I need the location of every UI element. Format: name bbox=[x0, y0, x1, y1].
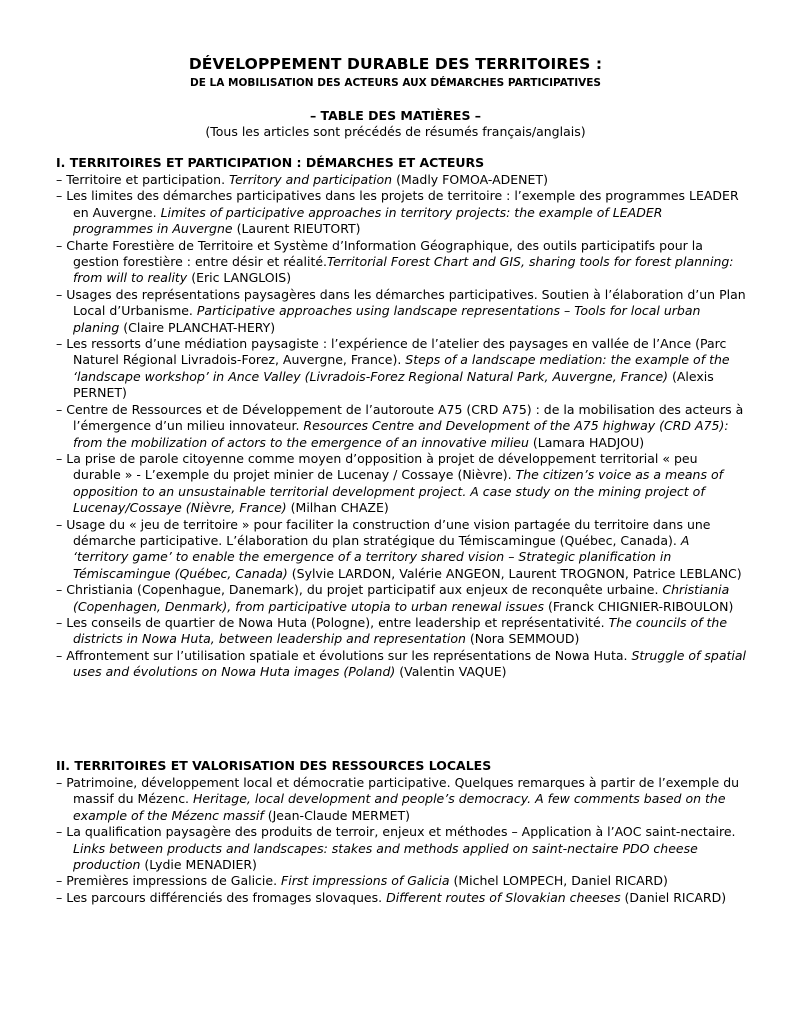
entry-author: (Alexis PERNET) bbox=[73, 368, 714, 401]
toc-entry bbox=[56, 188, 746, 237]
entry-french-title: – Christiania (Copenhague, Danemark), du projet participatif aux enjeux de reconquête urbaine. bbox=[56, 582, 663, 598]
entry-author: (Michel LOMPECH, Daniel RICARD) bbox=[449, 873, 668, 889]
entry-english-title: First impressions of Galicia bbox=[281, 873, 450, 889]
entry-english-title: Links between products and landscapes: stakes and methods applied on saint-nectaire PDO cheese production bbox=[73, 840, 698, 873]
entry-french-title: – Affrontement sur l’utilisation spatiale et évolutions sur les représentations de Nowa Huta. bbox=[56, 647, 632, 663]
entry-author: (Valentin VAQUE) bbox=[395, 664, 507, 680]
entry-author: (Milhan CHAZE) bbox=[286, 500, 389, 516]
entry-english-title: The councils of the districts in Nowa Huta, between leadership and representation bbox=[73, 614, 728, 647]
entry-english-title: Struggle of spatial uses and évolutions on Nowa Huta images (Poland) bbox=[73, 647, 746, 680]
toc-entry bbox=[56, 287, 746, 336]
entry-english-title: Different routes of Slovakian cheeses bbox=[386, 889, 621, 905]
section-1-entries bbox=[56, 172, 746, 681]
entry-author: (Claire PLANCHAT-HERY) bbox=[119, 319, 276, 335]
entry-english-title: Heritage, local development and people’s democracy. A few comments based on the example of the Mézenc massif bbox=[73, 791, 726, 823]
entry-french-title: – La qualification paysagère des produits de terroir, enjeux et méthodes – Application à l’AOC saint-nectaire. bbox=[56, 824, 736, 840]
toc-entry bbox=[56, 238, 746, 287]
entry-french-title: – Premières impressions de Galicie. bbox=[56, 873, 282, 889]
entry-author: (Lamara HADJOU) bbox=[528, 434, 645, 450]
entry-english-title: Resources Centre and Development of the A75 highway (CRD A75): from the mobilization of actors to the emergence of an innovative milieu bbox=[73, 418, 729, 450]
toc-entry bbox=[56, 451, 746, 517]
entry-author: (Lydie MENADIER) bbox=[140, 857, 257, 873]
entry-french-title: – Usages des représentations paysagères dans les démarches participatives. Soutien à l’élaboration d’un Plan Local d’Urbanisme. bbox=[56, 286, 746, 319]
entry-english-title: Territory and participation bbox=[229, 172, 393, 187]
entry-french-title: – Les limites des démarches participatives dans les projets de territoire : l’exemple des programmes LEADER en Auvergne. bbox=[56, 188, 739, 220]
entry-author: (Jean-Claude MERMET) bbox=[263, 807, 411, 823]
entry-author: (Laurent RIEUTORT) bbox=[232, 221, 361, 237]
entry-french-title: – Usage du « jeu de territoire » pour faciliter la construction d’une vision partagée du territoire dans une démarche participative. L’élaboration du plan stratégique du Témiscamingue (Québec, Canada). bbox=[56, 516, 711, 548]
toc-entry bbox=[56, 336, 746, 402]
entry-author: (Sylvie LARDON, Valérie ANGEON, Laurent TROGNON, Patrice LEBLANC) bbox=[287, 565, 742, 581]
document-title: DÉVELOPPEMENT DURABLE DES TERRITOIRES : bbox=[188, 55, 603, 73]
section-2-entries bbox=[56, 775, 746, 906]
toc-entry bbox=[56, 582, 746, 615]
toc-entry bbox=[56, 615, 746, 648]
entry-french-title: – Charte Forestière de Territoire et Système d’Information Géographique, des outils participatifs pour la gestion forestière : entre désir et réalité. bbox=[56, 237, 703, 270]
entry-french-title: – Les conseils de quartier de Nowa Huta (Pologne), entre leadership et représentativité. bbox=[56, 614, 609, 630]
toc-entry bbox=[56, 873, 746, 889]
section-2-title: II. TERRITOIRES ET VALORISATION DES RESSOURCES LOCALES bbox=[56, 758, 492, 773]
entry-english-title: Christiania (Copenhagen, Denmark), from participative utopia to urban renewal issues bbox=[73, 582, 730, 614]
entry-english-title: A ‘territory game’ to enable the emergence of a territory shared vision – Strategic planification in Témiscamingue (Québec, Canada) bbox=[73, 532, 690, 581]
entry-french-title: – Les ressorts d’une médiation paysagiste : l’expérience de l’atelier des paysages en vallée de l’Ance (Parc Naturel Régional Livradois-Forez, Auvergne, France). bbox=[56, 336, 727, 368]
toc-entry bbox=[56, 648, 746, 681]
entry-author: (Daniel RICARD) bbox=[620, 889, 727, 905]
toc-entry bbox=[56, 775, 746, 824]
toc-note: (Tous les articles sont précédés de résumés français/anglais) bbox=[205, 124, 586, 139]
entry-english-title: The citizen’s voice as a means of opposition to an unsustainable territorial development project. A case study on the mining project of Lucenay/Cossaye (Nièvre, France) bbox=[73, 467, 724, 516]
document-subtitle: DE LA MOBILISATION DES ACTEURS AUX DÉMARCHES PARTICIPATIVES bbox=[190, 77, 601, 89]
entry-french-title: – La prise de parole citoyenne comme moyen d’opposition à projet de développement territorial « peu durable » - L’exemple du projet minier de Lucenay / Cossaye (Nièvre). bbox=[56, 450, 698, 483]
entry-author: (Franck CHIGNIER-RIBOULON) bbox=[543, 598, 734, 614]
toc-entry bbox=[56, 824, 746, 873]
entry-english-title: Steps of a landscape mediation: the example of the ‘landscape workshop’ in Ance Valley (Livradois-Forez Regional Natural Park, Auvergne, France) bbox=[73, 352, 730, 384]
entry-author: (Nora SEMMOUD) bbox=[465, 631, 580, 647]
toc-entry bbox=[56, 402, 746, 451]
toc-entry bbox=[56, 172, 746, 188]
section-1-title: I. TERRITOIRES ET PARTICIPATION : DÉMARCHES ET ACTEURS bbox=[56, 155, 485, 170]
entry-french-title: – Territoire et participation. bbox=[56, 172, 230, 187]
entry-english-title: Limites of participative approaches in territory projects: the example of LEADER programmes in Auvergne bbox=[73, 204, 663, 237]
entry-author: (Eric LANGLOIS) bbox=[187, 270, 292, 286]
toc-entry bbox=[56, 517, 746, 583]
entry-author: (Madly FOMOA-ADENET) bbox=[392, 172, 548, 187]
entry-english-title: Territorial Forest Chart and GIS, sharing tools for forest planning: from will to reality bbox=[73, 254, 734, 286]
entry-french-title: – Centre de Ressources et de Développement de l’autoroute A75 (CRD A75) : de la mobilisation des acteurs à l’émergence d’un milieu innovateur. bbox=[56, 401, 744, 434]
entry-french-title: – Les parcours différenciés des fromages slovaques. bbox=[56, 889, 387, 905]
entry-english-title: Participative approaches using landscape representations – Tools for local urban planing bbox=[73, 303, 701, 335]
entry-french-title: – Patrimoine, développement local et démocratie participative. Quelques remarques à partir de l’exemple du massif du Mézenc. bbox=[56, 775, 740, 807]
toc-heading: – TABLE DES MATIÈRES – bbox=[309, 108, 482, 123]
toc-entry bbox=[56, 890, 746, 906]
